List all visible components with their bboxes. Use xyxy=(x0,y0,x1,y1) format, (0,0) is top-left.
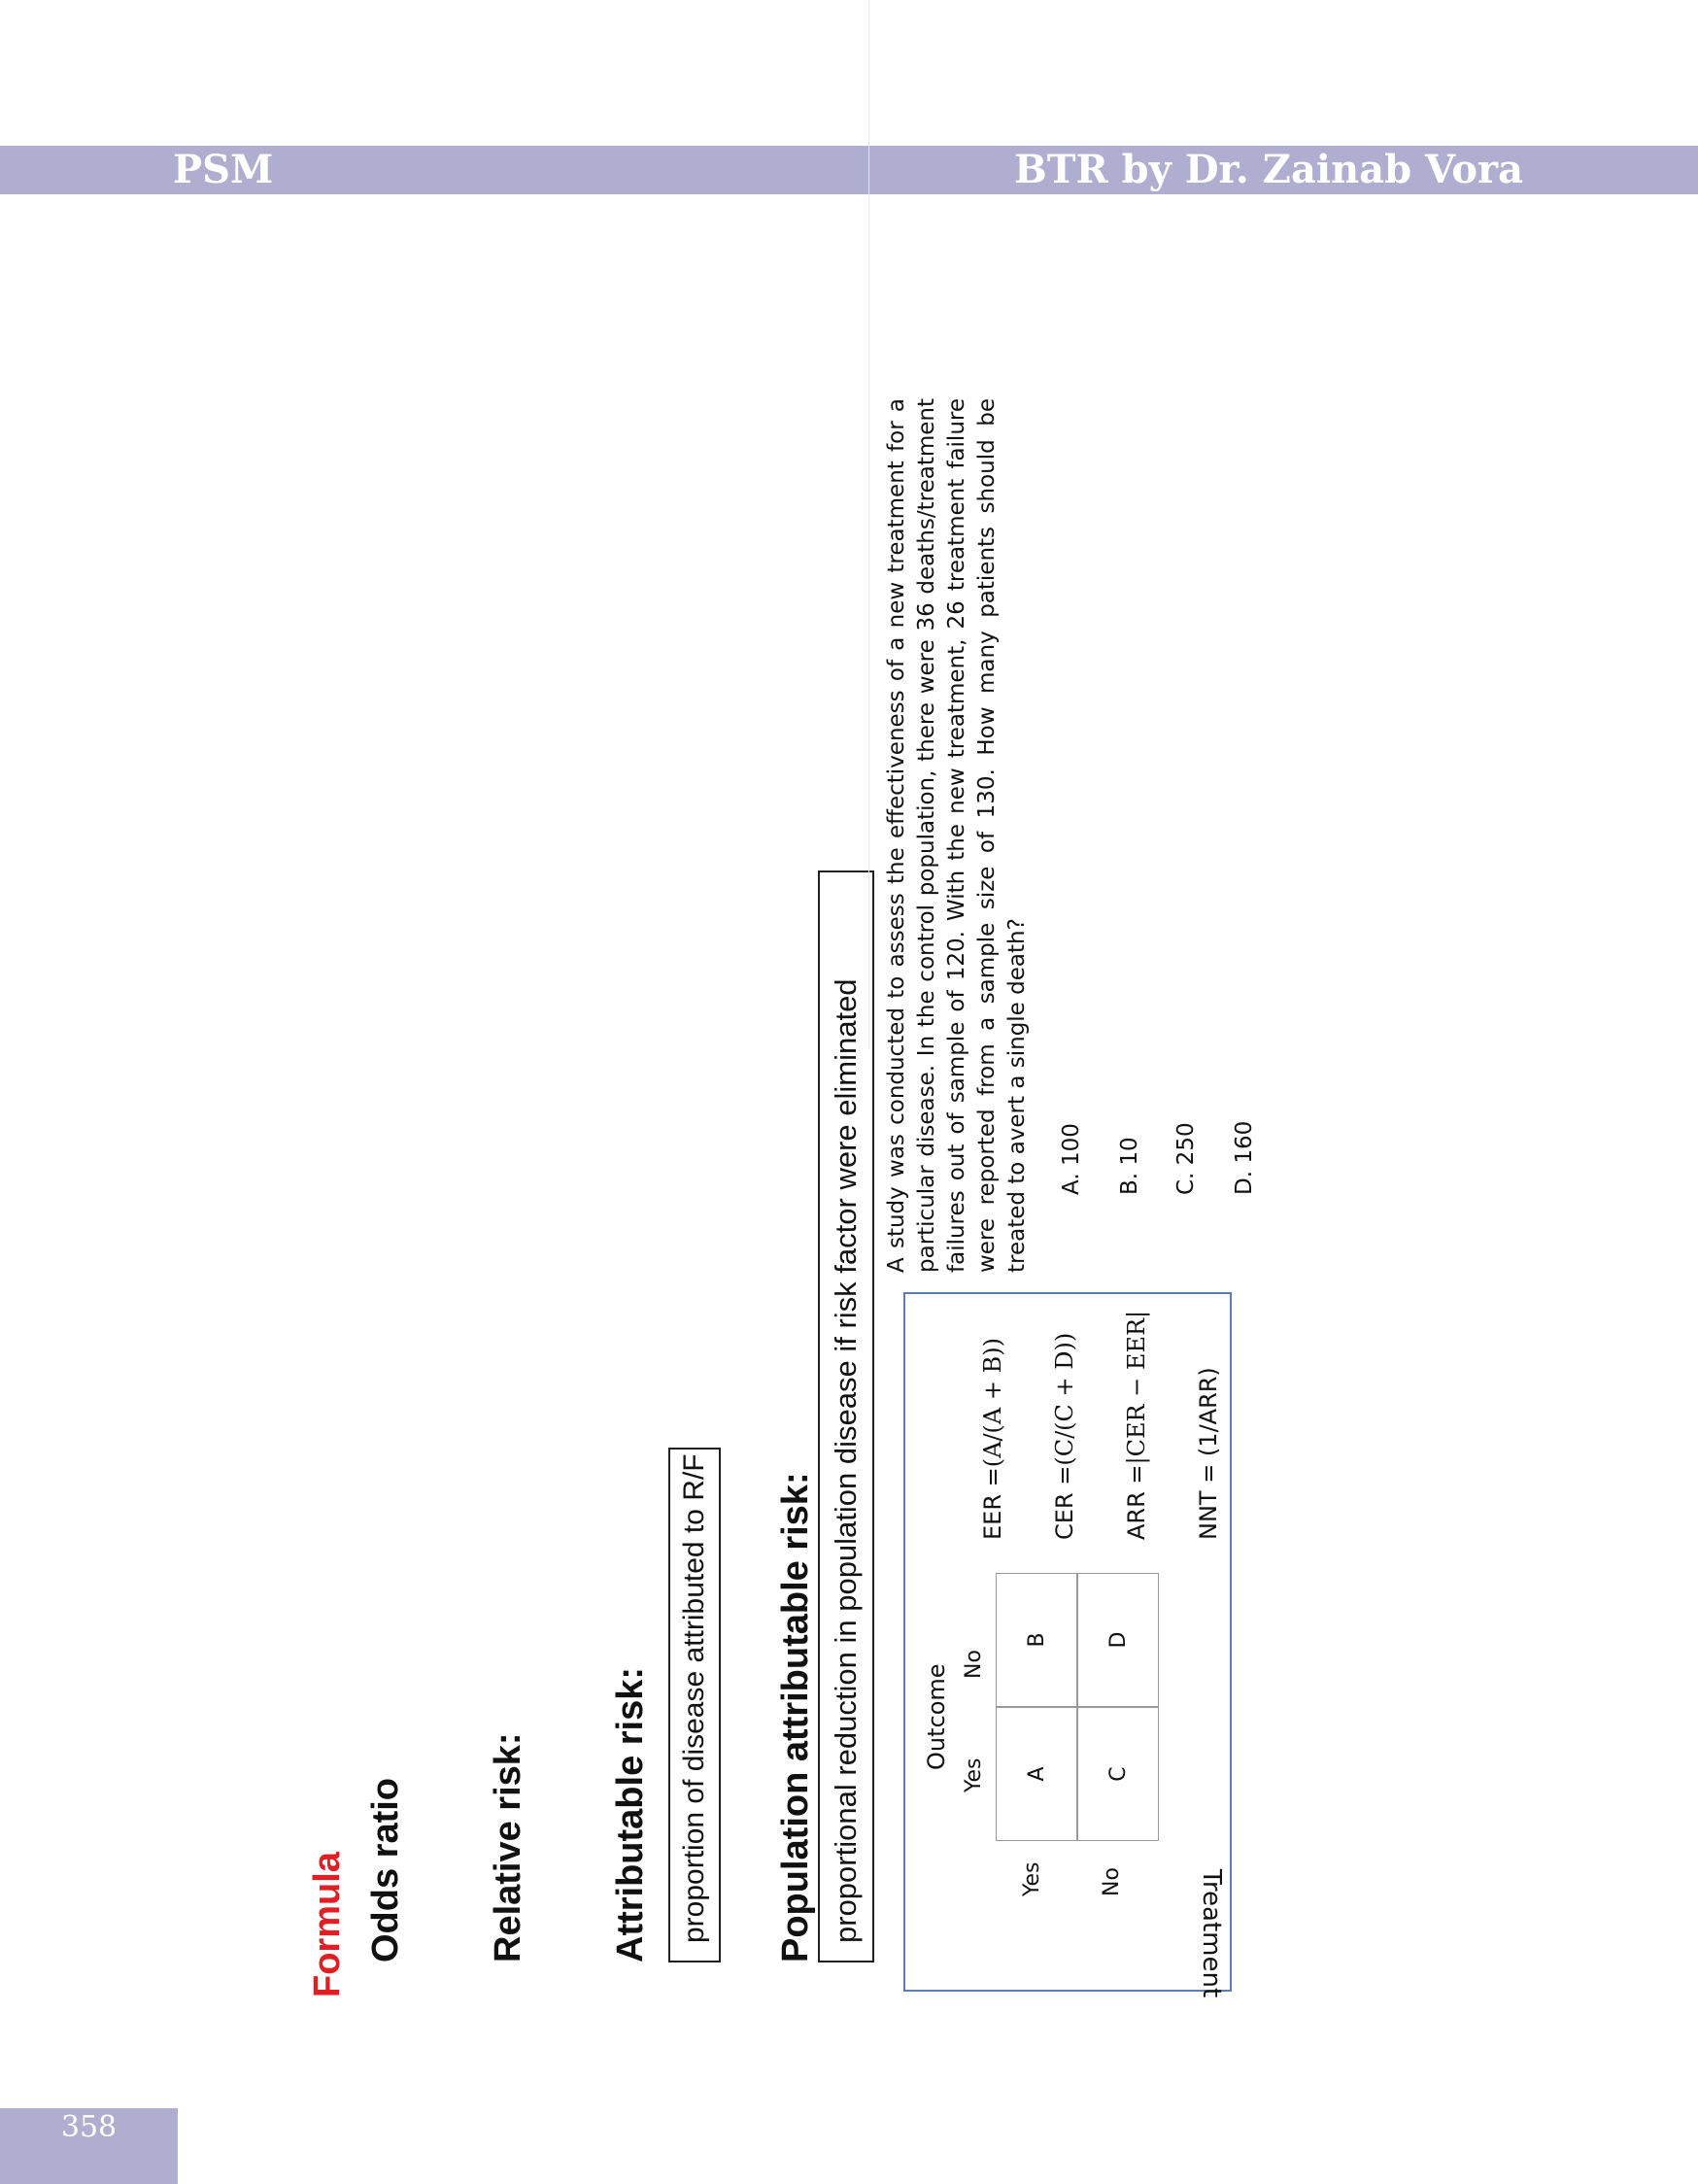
page-number: 358 xyxy=(60,2110,118,2144)
par-definition: proportional reduction in population disease if risk factor were eliminated xyxy=(818,870,874,1962)
cer-expression: (C/(C + D)) xyxy=(1051,1332,1078,1466)
arr-expression: |CER − EER| xyxy=(1123,1310,1150,1465)
divider-line xyxy=(868,0,869,1049)
eer-expression: (A/(A + B)) xyxy=(979,1338,1006,1468)
rotated-slide xyxy=(282,214,1331,2011)
eer-formula xyxy=(979,1338,1006,1540)
option-c: C. 250 xyxy=(1173,1122,1199,1195)
option-d: D. 160 xyxy=(1232,1120,1257,1195)
attributable-risk-heading: Attributable risk: xyxy=(610,1666,651,1962)
eer-label: EER = xyxy=(979,1467,1006,1540)
cell-c: C xyxy=(1077,1707,1159,1841)
attributable-risk-definition: proportion of disease attributed to R/F xyxy=(668,1448,721,1962)
row-yes-label: Yes xyxy=(1020,1861,1044,1896)
cer-formula xyxy=(1051,1333,1078,1540)
relative-risk-heading: Relative risk: xyxy=(488,1732,528,1962)
cell-d: D xyxy=(1077,1573,1159,1707)
treatment-label: Treatment xyxy=(1197,1868,1226,1998)
outcome-label: Outcome xyxy=(923,1663,950,1770)
question-text: A study was conducted to assess the effectiveness of a new treatment for a particular disease. In the control population, there were 36 deaths/treatment failures out of sample of 120. With the new treatment, 26 treatment failure were reported from a sample size of 130. How many patients should be treated to avert a single death? xyxy=(884,398,1030,1273)
option-a: A. 100 xyxy=(1059,1123,1084,1195)
cer-label: CER = xyxy=(1051,1465,1078,1540)
cell-a: A xyxy=(996,1707,1077,1841)
par-heading: Population attributable risk: xyxy=(775,1472,816,1962)
arr-formula xyxy=(1123,1311,1150,1540)
option-b: B. 10 xyxy=(1117,1137,1142,1195)
cell-b: B xyxy=(996,1573,1077,1707)
row-no-label: No xyxy=(1100,1867,1124,1896)
column-no-label: No xyxy=(962,1650,986,1679)
header-subject: PSM xyxy=(173,147,274,192)
odds-ratio-heading: Odds ratio xyxy=(365,1777,406,1962)
nnt-formula: NNT = (1/ARR) xyxy=(1195,1367,1222,1540)
header-title: BTR by Dr. Zainab Vora xyxy=(1013,147,1523,192)
arr-label: ARR = xyxy=(1123,1464,1150,1540)
column-yes-label: Yes xyxy=(962,1757,986,1792)
formula-label: Formula xyxy=(307,1852,348,1997)
